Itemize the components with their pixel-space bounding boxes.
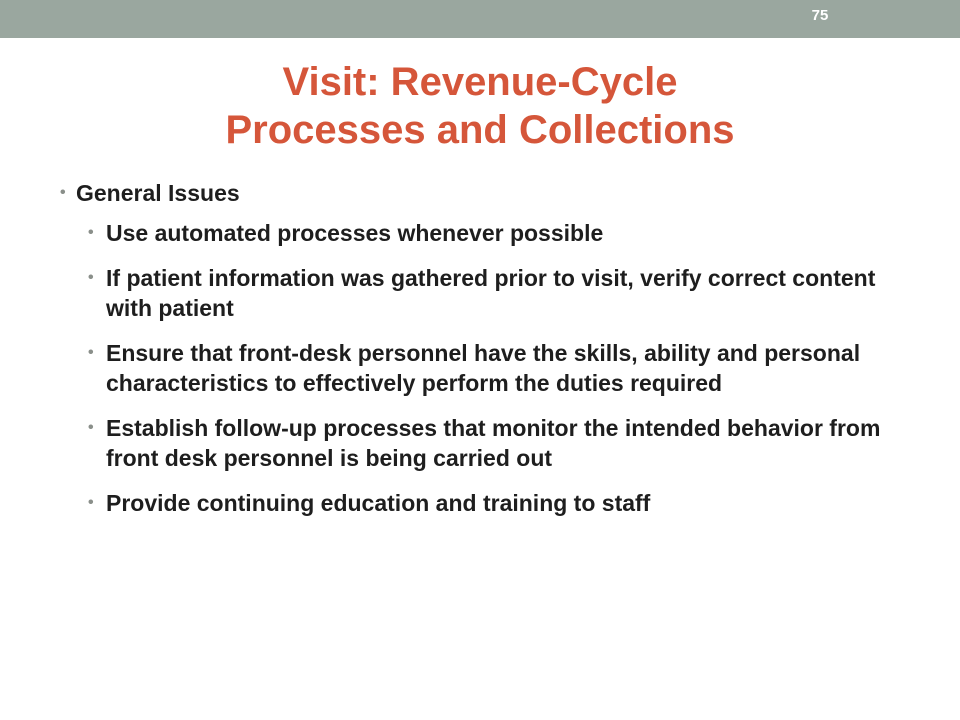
slide-number: 75: [811, 7, 829, 24]
slide-title: [0, 58, 960, 154]
bullet-heading: [60, 176, 920, 210]
slide-title-line-1: Visit: Revenue-Cycle: [282, 60, 678, 104]
sub-bullet-list: [60, 218, 920, 518]
bullet-dot-icon: •: [88, 224, 94, 241]
bullet-dot-icon: •: [88, 494, 94, 511]
slide-title-line-2: Processes and Collections: [225, 108, 735, 152]
list-item-text: Establish follow-up processes that monitor the intended behavior from front desk personnel is being carried out: [106, 415, 881, 471]
list-item: [88, 338, 920, 398]
slide-content: [60, 176, 920, 533]
list-item: [88, 218, 920, 248]
list-item: [88, 413, 920, 473]
list-item-text: Provide continuing education and training to staff: [106, 490, 651, 516]
list-item: [88, 488, 920, 518]
header-bar: [0, 0, 960, 38]
bullet-dot-icon: •: [60, 184, 66, 201]
bullet-dot-icon: •: [88, 269, 94, 286]
bullet-dot-icon: •: [88, 344, 94, 361]
list-item-text: Ensure that front-desk personnel have the skills, ability and personal characteristics to effectively perform the duties required: [106, 340, 861, 396]
list-item: [88, 263, 920, 323]
bullet-dot-icon: •: [88, 419, 94, 436]
list-item-text: Use automated processes whenever possible: [106, 220, 604, 246]
list-item-text: If patient information was gathered prior to visit, verify correct content with patient: [106, 265, 876, 321]
bullet-heading-text: General Issues: [76, 180, 240, 206]
